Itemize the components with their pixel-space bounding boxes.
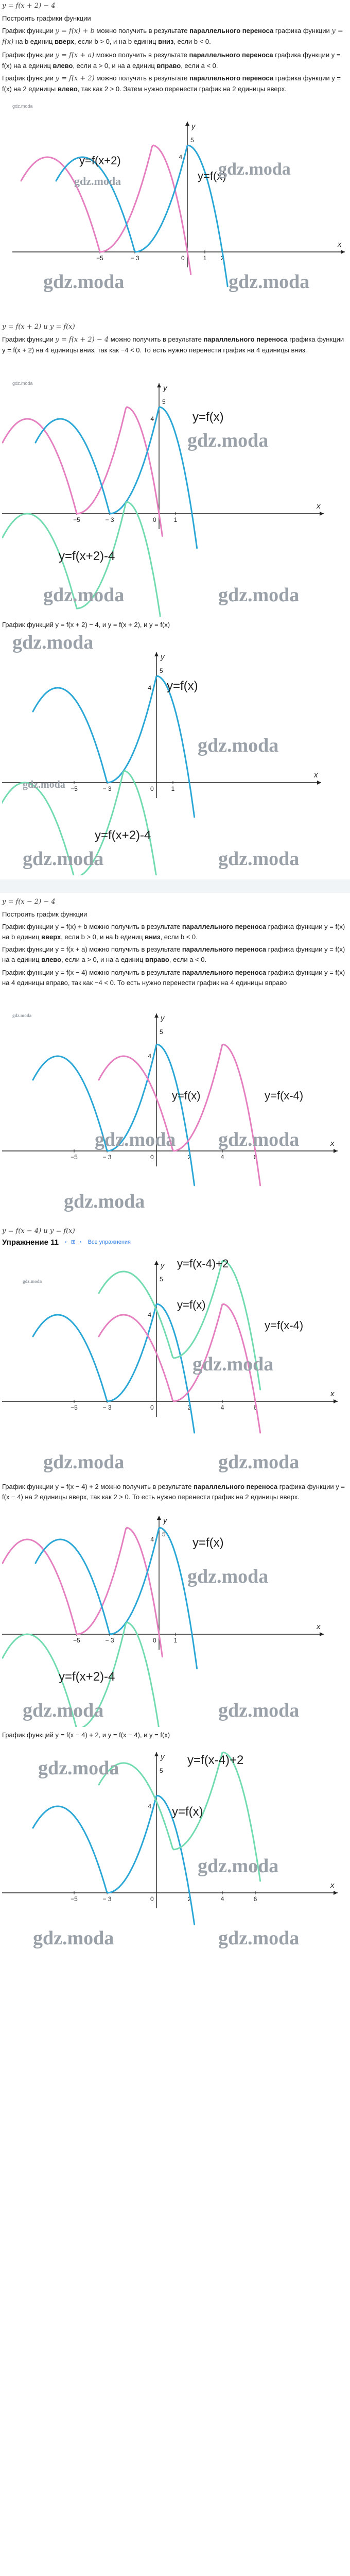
graph-svg [2,359,348,617]
watermark-text: gdz.moda [23,848,104,870]
section-1 [2,1,348,319]
x-tick-label: 1 [173,1637,178,1645]
x-tick-label: 1 [203,255,207,262]
watermark-text: gdz.moda [198,734,279,756]
watermark-text: gdz.moda [43,584,125,606]
bold-text: вверх [41,933,61,941]
x-tick-label: −5 [96,255,103,262]
y-tick-label: 5 [162,398,166,405]
curve-label-f-x: y=f(x) [172,1089,201,1102]
rule-paragraph [2,73,348,94]
x-tick-label: −5 [71,1403,78,1411]
prev-icon[interactable]: ‹ [65,1239,67,1246]
text: , если a < 0. [181,61,218,70]
text: можно получить в результате [109,335,204,344]
curve-f-x [36,407,197,548]
x-tick-label: −5 [73,516,80,523]
text: графика функции y = f(x − 4) на 2 единицы вверх, так как 2 > 0. То есть нужно перенести график на 2 единицы вверх. [2,1482,345,1501]
x-axis-arrow [334,1399,338,1403]
section-2 [2,322,348,616]
y-tick-label: 5 [162,1531,166,1538]
task-text: Построить график функции [2,910,87,918]
curve-f-x [33,1796,195,1925]
x-axis-label: x [330,1139,335,1148]
watermark-text: gdz.moda [43,271,125,293]
text: на b единиц [13,38,55,46]
curve-f-x-minus-4 [99,1044,260,1185]
y-axis-arrow [157,1516,161,1520]
text: , так как 2 > 0. Затем нужно перенести график на 2 единицы вверх. [77,84,287,93]
x-tick-label: 4 [220,1403,224,1411]
text: графика функции y = f(x) на a единиц [2,945,345,964]
x-axis-arrow [334,1149,338,1153]
watermark-text: gdz.moda [218,584,300,606]
curve-f-x [36,1528,197,1669]
text: графика функции y = f(x) на b единиц [2,922,345,941]
watermark-text: gdz.moda [23,1278,42,1284]
formula: y = f(x + 2) [55,74,95,82]
bold-text: параллельного переноса [182,922,267,930]
origin-label: 0 [150,785,154,792]
y-axis-label: y [161,1261,165,1270]
y-axis-label: y [161,1014,165,1023]
text: графика функции y = f(x) на 4 единицы вправо, так как −4 < 0. То есть нужно перенести график на 4 единицы вправо [2,968,345,987]
watermark-text: gdz.moda [198,1855,279,1877]
watermark-text: gdz.moda [12,380,33,386]
y-tick-label: 4 [150,415,154,422]
x-tick-label: − 3 [130,255,139,262]
x-axis-arrow [320,512,324,516]
graph-svg [2,991,348,1223]
graph-figure-2 [2,359,348,617]
exercise-title: Упражнение 11 [2,1238,59,1247]
x-tick-label: 4 [220,1895,224,1903]
bold-text: вниз [158,38,174,46]
text: График функции y = f(x − 4) можно получить в результате [2,968,182,976]
curve-label-f-x-plus-2-minus-4: y=f(x+2)-4 [59,1670,115,1684]
watermark-text: gdz.moda [218,160,291,179]
graph-svg [2,1252,348,1479]
bold-text: вправо [145,956,169,964]
text: можно получить в результате [94,50,189,59]
curve-f-x [33,676,195,817]
formula: y = f(x) + b [55,27,95,36]
y-axis-label: y [161,652,165,662]
watermark-text: gdz.moda [218,1927,300,1950]
section-6 [2,1730,348,1950]
y-axis-label: y [161,1753,165,1762]
text: График функции [2,74,56,82]
text: График функции [2,27,56,35]
y-tick-label: 4 [150,1536,154,1544]
watermark-text: gdz.moda [12,633,94,653]
origin-label: 0 [150,1403,154,1411]
x-tick-label: −5 [71,1153,78,1161]
x-tick-label: 1 [171,785,175,792]
x-tick-label: 2 [187,1153,191,1161]
text: графика функции y = f(x) на 2 единицы [2,74,341,93]
y-tick-label: 4 [148,684,151,691]
graph-figure-5 [2,1252,348,1479]
grid-icon[interactable]: ⊞ [71,1239,76,1246]
next-icon[interactable]: › [79,1239,82,1246]
watermark-text: gdz.moda [12,1012,32,1018]
curve-f-x [33,1304,195,1433]
origin-label: 0 [150,1153,154,1161]
x-tick-label: − 3 [105,1637,114,1645]
curve-label-f-x: y=f(x) [192,410,224,424]
y-axis-label: y [163,1516,167,1526]
x-axis-label: x [330,1389,335,1398]
x-tick-label: 2 [187,1895,191,1903]
section-divider [0,879,350,893]
y-tick-label: 5 [160,1767,163,1775]
graph-figure-1 [2,97,348,319]
watermark-text: gdz.moda [23,1700,104,1722]
watermark-text: gdz.moda [74,175,121,188]
x-axis-arrow [334,1891,338,1895]
x-tick-label: − 3 [105,516,114,523]
exercise-nav [65,1238,82,1247]
y-axis-arrow [185,122,189,126]
text: График функции y = f(x − 4) + 2 можно получить в результате [2,1482,194,1490]
rule-paragraph [2,922,348,942]
watermark-text: gdz.moda [23,778,65,790]
text: График функции y = f(x + a) можно получить в результате [2,945,182,954]
x-tick-label: 6 [253,1153,257,1161]
exercise-nav-bar [2,1236,348,1249]
watermark-text: gdz.moda [12,104,33,109]
x-axis-label: x [317,1622,321,1632]
curve-label-f-x-minus-4-plus-2: y=f(x-4)+2 [187,1753,244,1768]
rule-paragraph [2,944,348,965]
y-axis-arrow [154,1013,159,1018]
section-3 [2,620,348,875]
y-axis-arrow [157,383,161,387]
curve-f-x [33,1044,195,1185]
x-axis-arrow [317,781,321,785]
text: , если a > 0, и на a единиц [73,61,157,70]
curve-label-f-x-plus-2-minus-4: y=f(x+2)-4 [95,828,151,842]
x-tick-label: 2 [220,255,224,262]
bold-text: вниз [145,933,161,941]
caption-text: График функций y = f(x − 4) + 2, и y = f(x − 4), и y = f(x) [2,1731,170,1739]
watermark-text: gdz.moda [38,1757,119,1780]
graph-svg [2,1505,348,1727]
text: График функции [2,50,56,59]
section-5 [2,1226,348,1727]
x-axis-label: x [317,501,321,511]
x-tick-label: 6 [253,1403,257,1411]
task-text: Построить графики функции [2,14,91,23]
text: графика функции [273,27,332,35]
y-axis-arrow [154,652,159,656]
formula: y = f(x) [2,27,343,46]
y-axis-arrow [154,1752,159,1756]
equation-title: y = f(x + 2) и y = f(x) [2,323,75,331]
bold-text: параллельного переноса [203,335,288,344]
y-tick-label: 5 [160,1028,163,1036]
x-tick-label: −5 [73,1637,80,1645]
equation-title: y = f(x − 4) и y = f(x) [2,1227,75,1235]
y-tick-label: 4 [148,1052,151,1060]
watermark-text: gdz.moda [218,848,300,870]
rule-paragraph [2,26,348,47]
graph-figure-6 [2,1505,348,1727]
rule-paragraph [2,1482,348,1502]
text: можно получить в результате [94,74,190,82]
text: , если b > 0, и на b единиц [61,933,145,941]
watermark-text: gdz.moda [95,1128,176,1150]
bold-text: вправо [156,61,181,70]
equation-title: y = f(x + 2) − 4 [2,2,56,10]
y-axis-label: y [191,122,196,131]
text: , если a > 0, и на a единиц [61,956,146,964]
watermark-text: gdz.moda [218,1700,300,1722]
watermark-text: gdz.moda [33,1927,114,1950]
graph-svg [2,1743,348,1950]
x-axis-arrow [341,250,345,254]
x-tick-label: 1 [173,516,178,523]
text: можно получить в результате [94,27,190,35]
y-tick-label: 5 [190,137,194,144]
formula: y = f(x + a) [55,51,95,59]
x-tick-label: −5 [71,1895,78,1903]
x-tick-label: −5 [71,785,78,792]
y-tick-label: 4 [148,1311,151,1318]
y-axis-arrow [154,1261,159,1265]
watermark-text: gdz.moda [187,429,269,451]
rule-paragraph [2,334,348,355]
x-tick-label: 2 [187,1403,191,1411]
curve-label-f-x-plus-2-minus-4: y=f(x+2)-4 [59,549,115,563]
bold-text: влево [52,61,73,70]
curve-label-f-x: y=f(x) [172,1805,203,1819]
graph-figure-7 [2,1743,348,1950]
curve-label-f-x-minus-4-plus-2: y=f(x-4)+2 [177,1257,229,1270]
bold-text: параллельного переноса [189,27,274,35]
rule-paragraph [2,50,348,71]
y-tick-label: 4 [148,1803,151,1810]
y-tick-label: 4 [179,154,182,161]
equation-title: y = f(x − 2) − 4 [2,897,56,906]
bold-text: вверх [55,38,75,46]
curve-label-f-x-plus-2: y=f(x+2) [79,154,121,167]
bold-text: параллельного переноса [182,968,267,976]
bold-text: параллельного переноса [189,74,274,82]
x-axis-arrow [320,1632,324,1636]
text: , если b < 0. [173,38,211,46]
origin-label: 0 [150,1895,154,1903]
watermark-text: gdz.moda [229,271,310,293]
watermark-text: gdz.moda [192,1353,274,1375]
x-axis-label: x [314,770,318,779]
section-4 [2,897,348,1223]
watermark-text: gdz.moda [187,1566,269,1588]
text: графика функции y = f(x) на a единиц [2,50,341,70]
origin-label: 0 [153,516,156,523]
y-tick-label: 5 [160,1275,163,1283]
y-axis-label: y [163,383,167,393]
watermark-text: gdz.moda [64,1190,145,1212]
graph-figure-4 [2,991,348,1223]
caption-text: График функций y = f(x + 2) − 4, и y = f(x + 2), и y = f(x) [2,620,170,629]
watermark-text: gdz.moda [218,1451,300,1473]
text: График функции [2,335,56,344]
watermark-text: gdz.moda [218,1128,300,1150]
all-exercises-link[interactable]: Все упражнения [87,1239,131,1246]
x-tick-label: − 3 [102,1153,112,1161]
x-tick-label: 6 [253,1895,257,1903]
text: График функции y = f(x) + b можно получить в результате [2,922,182,930]
formula: y = f(x + 2) − 4 [55,336,109,344]
rule-paragraph [2,968,348,988]
x-axis-label: x [330,1881,335,1890]
text: , если b > 0, и на b единиц [74,38,159,46]
y-tick-label: 5 [160,667,163,674]
text: , если b < 0. [160,933,198,941]
curve-label-f-x-minus-4: y=f(x-4) [265,1318,304,1332]
bold-text: влево [57,84,78,93]
watermark-text: gdz.moda [43,1451,125,1473]
origin-label: 0 [153,1637,156,1645]
x-tick-label: 4 [220,1153,224,1161]
curve-label-f-x: y=f(x) [177,1298,206,1311]
text: , если a < 0. [169,956,207,964]
graph-figure-3 [2,633,348,875]
bold-text: параллельного переноса [182,945,267,954]
graph-svg [2,97,348,319]
x-axis-label: x [338,240,342,249]
curve-label-f-x: y=f(x) [192,1536,224,1550]
x-tick-label: − 3 [102,1403,112,1411]
curve-label-f-x: y=f(x) [167,679,198,693]
bold-text: параллельного переноса [193,1482,278,1490]
origin-label: 0 [181,255,185,262]
graph-svg [2,633,348,875]
curve-label-f-x-minus-4: y=f(x-4) [265,1089,304,1102]
curve-label-f-x: y=f(x) [198,170,226,183]
bold-text: параллельного переноса [189,50,273,59]
x-tick-label: − 3 [102,785,112,792]
bold-text: влево [41,956,62,964]
x-tick-label: − 3 [102,1895,112,1903]
text: графика функции y = f(x + 2) на 4 единицы вниз, так как −4 < 0. То есть нужно перенести график на 4 единицы вниз. [2,335,344,354]
